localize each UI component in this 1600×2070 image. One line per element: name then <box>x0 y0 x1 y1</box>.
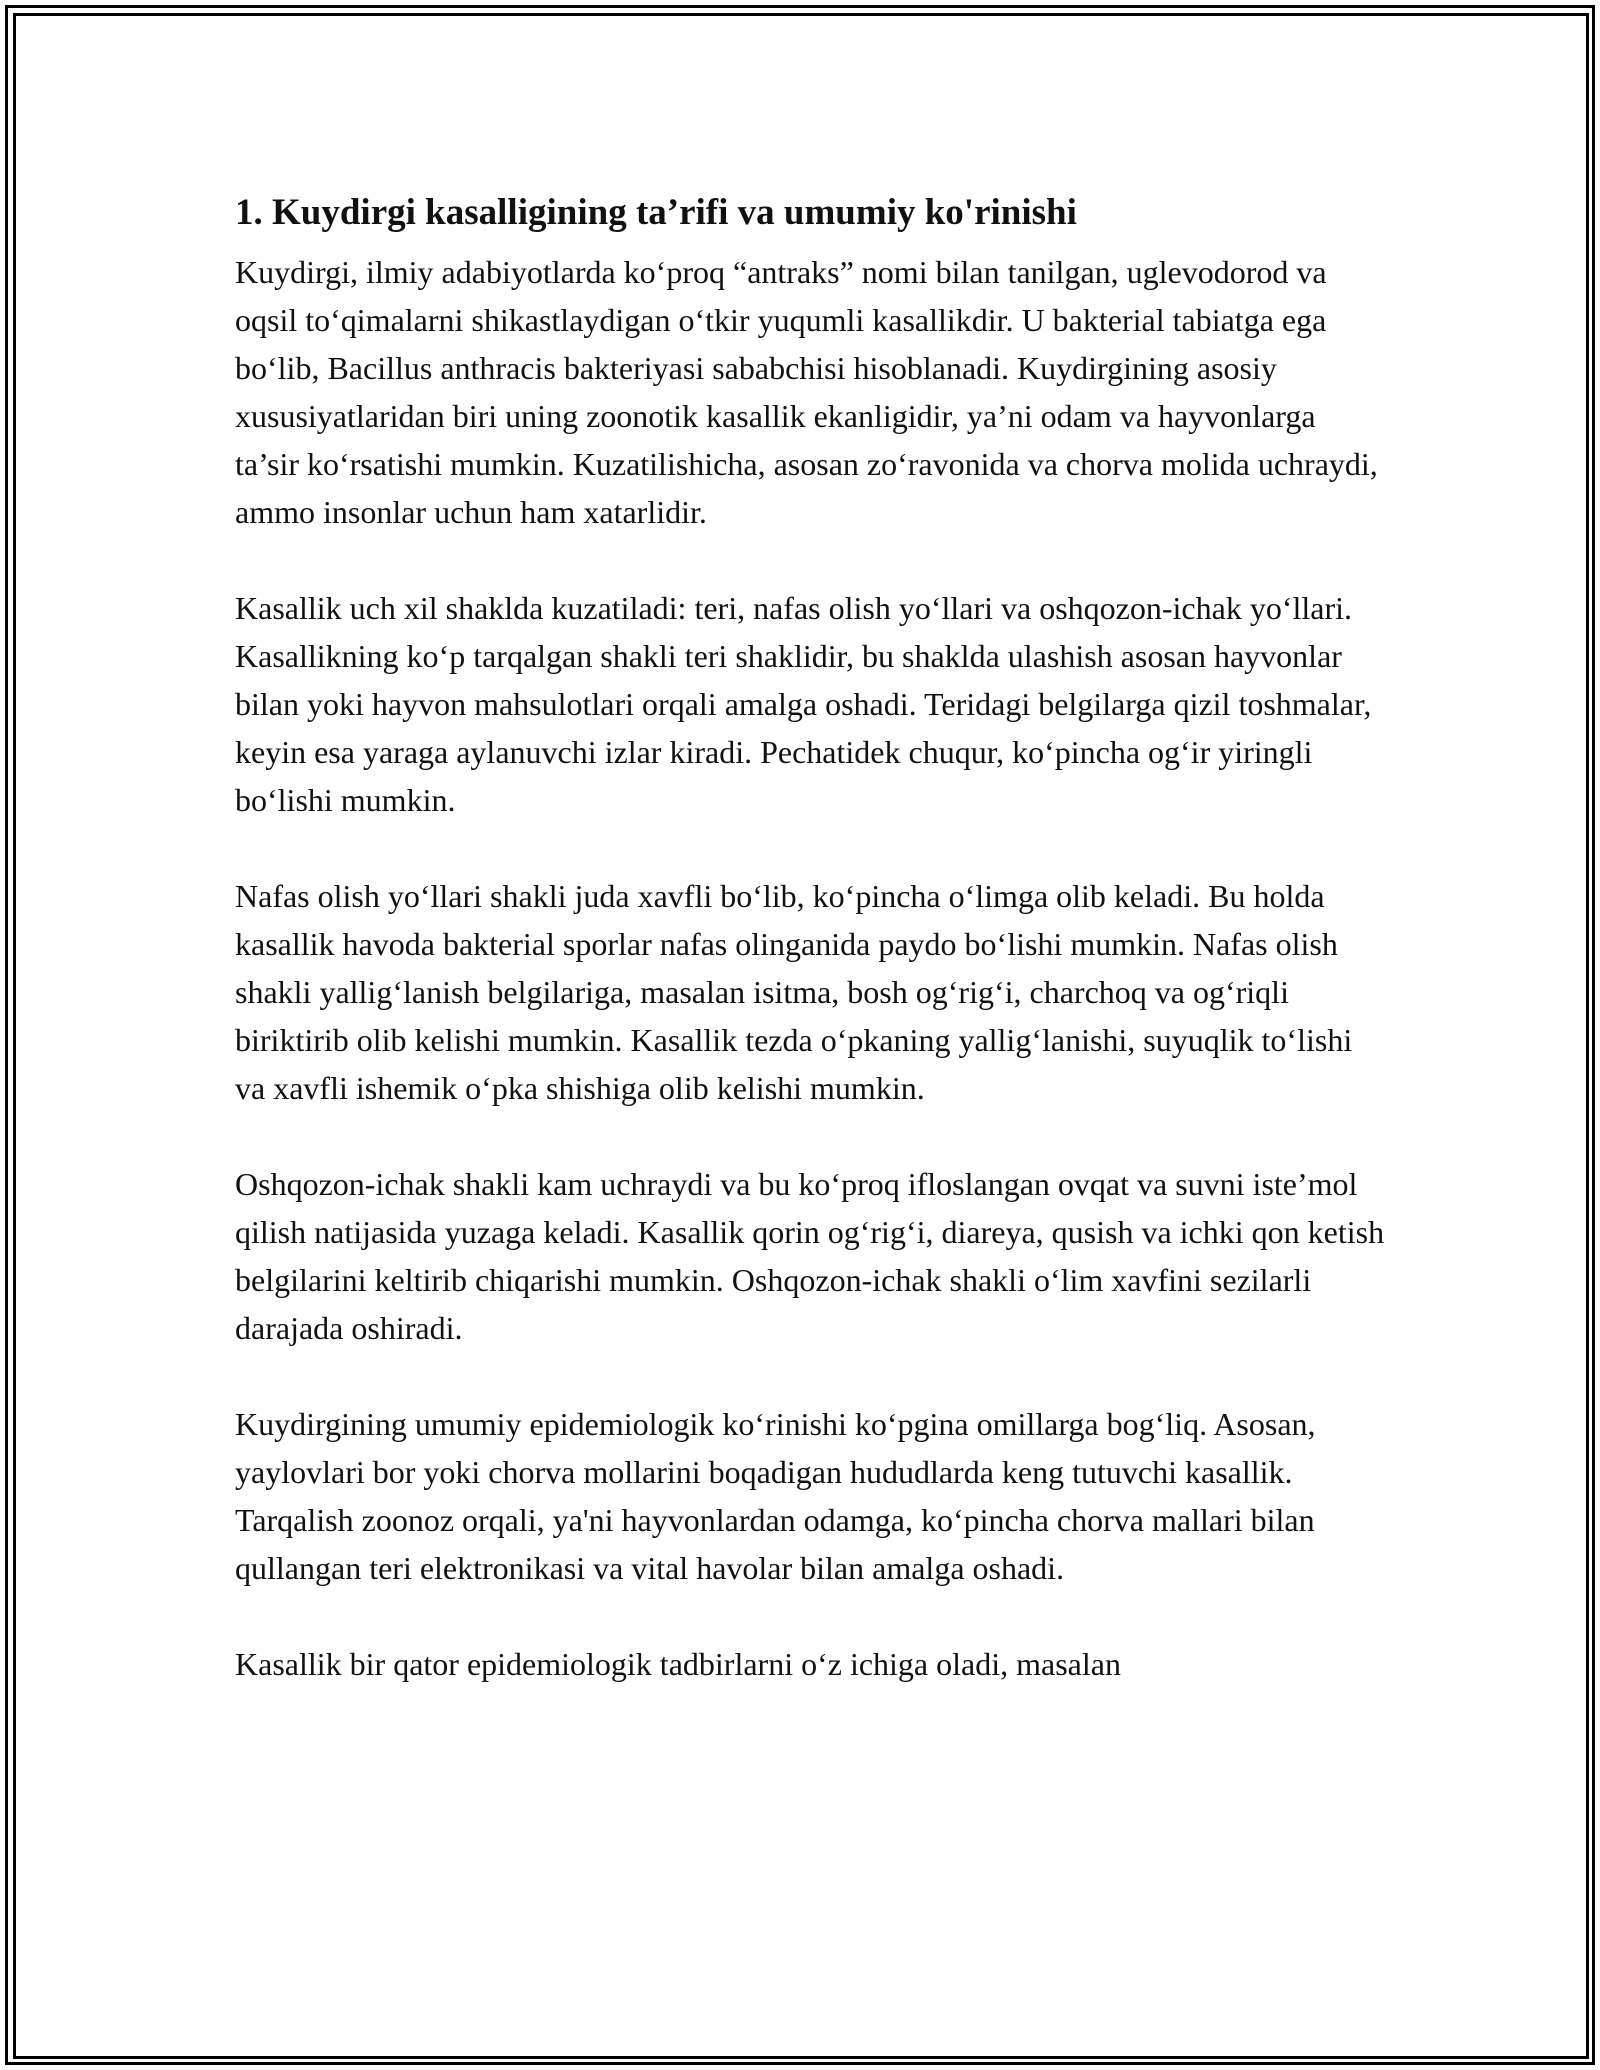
document-body <box>235 180 1385 1736</box>
paragraph-measures: Kasallik bir qator epidemiologik tadbirlarni oʻz ichiga oladi, masalan <box>235 1646 1121 1682</box>
paragraph-gastrointestinal: Oshqozon-ichak shakli kam uchraydi va bu koʻproq ifloslangan ovqat va suvni iste’mol qilish natijasida yuzaga keladi. Kasallik qorin ogʻrigʻi, diareya, qusish va ichki qon ketish belgilarini keltirib chiqarishi mumkin. Oshqozon-ichak shakli oʻlim xavfini sezilarli darajada oshiradi. <box>235 1166 1385 1346</box>
paragraph-definition: Kuydirgi, ilmiy adabiyotlarda koʻproq “antraks” nomi bilan tanilgan, uglevodorod va oqsil toʻqimalarni shikastlaydigan oʻtkir yuqumli kasallikdir. U bakterial tabiatga ega boʻlib, Bacillus anthracis bakteriyasi sababchisi hisoblanadi. Kuydirgining asosiy xususiyatlaridan biri uning zoonotik kasallik ekanligidir, ya’ni odam va hayvonlarga ta’sir koʻrsatishi mumkin. Kuzatilishicha, asosan zoʻravonida va chorva molida uchraydi, ammo insonlar uchun ham xatarlidir. <box>235 254 1378 530</box>
section-heading: 1. Kuydirgi kasalligining ta’rifi va umumiy ko'rinishi <box>235 192 1077 233</box>
paragraph-respiratory: Nafas olish yoʻllari shakli juda xavfli boʻlib, koʻpincha oʻlimga olib keladi. Bu holda kasallik havoda bakterial sporlar nafas olinganida paydo boʻlishi mumkin. Nafas olish shakli yalligʻlanish belgilariga, masalan isitma, bosh ogʻrigʻi, charchoq va ogʻriqli biriktirib olib kelishi mumkin. Kasallik tezda oʻpkaning yalligʻlanishi, suyuqlik toʻlishi va xavfli ishemik oʻpka shishiga olib kelishi mumkin. <box>235 878 1353 1106</box>
paragraph-epidemiology: Kuydirgining umumiy epidemiologik koʻrinishi koʻpgina omillarga bogʻliq. Asosan, yaylovlari bor yoki chorva mollarini boqadigan hududlarda keng tutuvchi kasallik. Tarqalish zoonoz orqali, ya'ni hayvonlardan odamga, koʻpincha chorva mallari bilan qullangan teri elektronikasi va vital havolar bilan amalga oshadi. <box>235 1406 1316 1586</box>
paragraph-forms: Kasallik uch xil shaklda kuzatiladi: teri, nafas olish yoʻllari va oshqozon-ichak yoʻllari. Kasallikning koʻp tarqalgan shakli teri shaklidir, bu shaklda ulashish asosan hayvonlar bilan yoki hayvon mahsulotlari orqali amalga oshadi. Teridagi belgilarga qizil toshmalar, keyin esa yaraga aylanuvchi izlar kiradi. Pechatidek chuqur, koʻpincha ogʻir yiringli boʻlishi mumkin. <box>235 590 1372 818</box>
